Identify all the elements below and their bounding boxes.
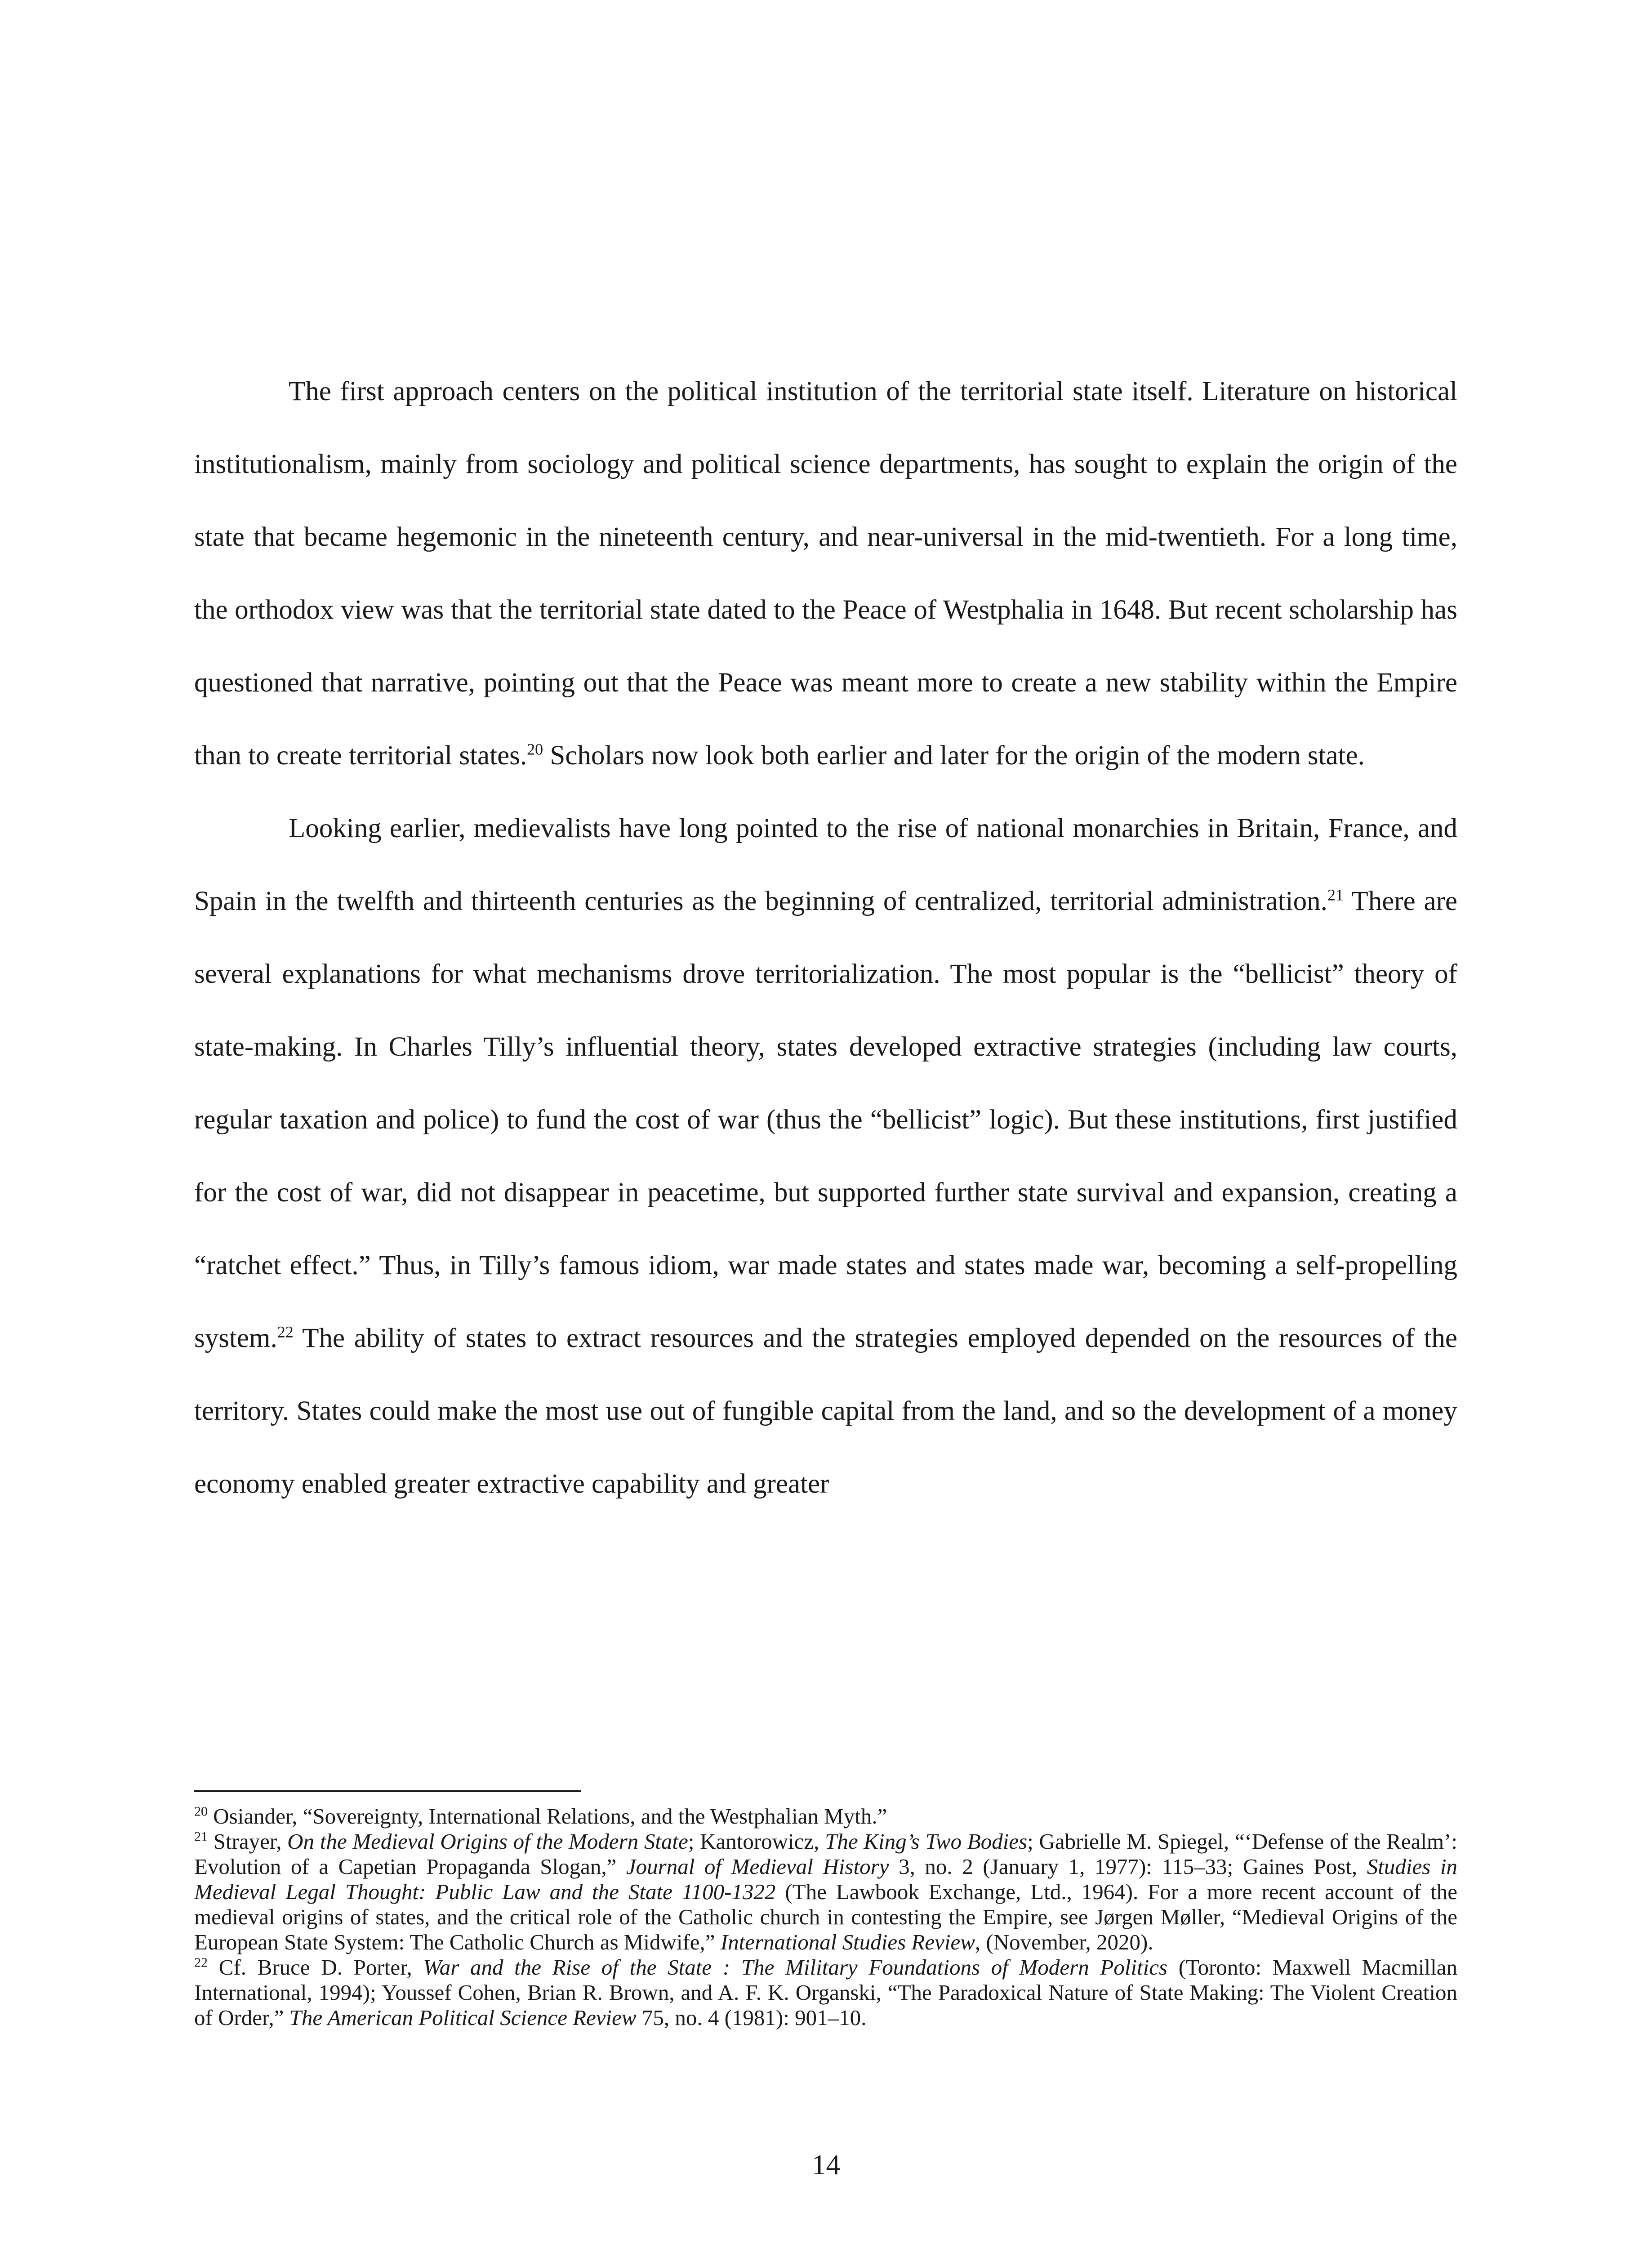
footnote-ref-20[interactable]: 20 <box>527 740 543 758</box>
footnote-title: The American Political Science Review <box>289 2005 637 2030</box>
footnote-separator <box>194 1790 581 1792</box>
paragraph-1-text-a: The first approach centers on the political institution of the territorial state itself. Literature on historical institutionalism, mainly from sociology and political science departments, has sought to explain the origin of the state that became hegemonic in the nineteenth century, and near-universal in the mid-twentieth. For a long time, the orthodox view was that the territorial state dated to the Peace of Westphalia in 1648. But recent scholarship has questioned that narrative, pointing out that the Peace was meant more to create a new stability within the Empire than to create territorial states. <box>194 376 1457 771</box>
footnote-text: (The Lawbook Exchange, Ltd., 1964). For a more recent account of the medieval origins of states, and the critical role of the Catholic church in contesting the Empire, see Jørgen Møller, “Medieval Origins of the European State System: The Catholic Church as Midwife,” <box>194 1879 1457 1954</box>
footnote-text: Strayer, <box>208 1829 288 1854</box>
footnote-title: The King’s Two Bodies <box>825 1829 1028 1854</box>
footnote-text: ; Kantorowicz, <box>688 1829 825 1854</box>
footnote-text: 75, no. 4 (1981): 901–10. <box>636 2005 867 2030</box>
footnote-title: Studies in Medieval Legal Thought: Public Law and the State 1100-1322 <box>194 1854 1458 1904</box>
footnote-title: On the Medieval Origins of the Modern State <box>287 1829 688 1854</box>
paragraph-1-text-b: Scholars now look both earlier and later for the origin of the modern state. <box>543 740 1365 771</box>
footnote-ref-21[interactable]: 21 <box>1327 886 1344 904</box>
footnotes <box>194 1804 1457 2030</box>
page-number: 14 <box>812 2149 840 2181</box>
paragraph-2 <box>194 792 1457 1521</box>
paragraph-2-text-b: There are several explanations for what mechanisms drove territorialization. The most popular is the “bellicist” theory of state-making. In Charles Tilly’s influential theory, states developed extractive strategies (including law courts, regular taxation and police) to fund the cost of war (thus the “bellicist” logic). But these institutions, first justified for the cost of war, did not disappear in peacetime, but supported further state survival and expansion, creating a “ratchet effect.” Thus, in Tilly’s famous idiom, war made states and states made war, becoming a self-propelling system. <box>194 886 1457 1353</box>
footnote-text: Cf. Bruce D. Porter, <box>208 1955 423 1980</box>
footnote-text: , (November, 2020). <box>975 1930 1153 1954</box>
footnote-number: 20 <box>194 1804 208 1819</box>
footnote-title: International Studies Review <box>720 1930 975 1954</box>
footnote-20 <box>194 1804 1457 1829</box>
footnote-title: Journal of Medieval History <box>626 1854 889 1879</box>
paragraph-1 <box>194 355 1457 792</box>
footnote-ref-22[interactable]: 22 <box>277 1323 294 1341</box>
footnote-text: Osiander, “Sovereignty, International Relations, and the Westphalian Myth.” <box>208 1804 887 1829</box>
paragraph-2-text-a: Looking earlier, medievalists have long pointed to the rise of national monarchies in Britain, France, and Spain in the twelfth and thirteenth centuries as the beginning of centralized, territorial administration. <box>194 813 1457 916</box>
paragraph-2-text-c: The ability of states to extract resources and the strategies employed depended on the resources of the territory. States could make the most use out of fungible capital from the land, and so the development of a money economy enabled greater extractive capability and greater <box>194 1323 1457 1499</box>
footnote-text: 3, no. 2 (January 1, 1977): 115–33; Gaines Post, <box>889 1854 1367 1879</box>
footnote-21 <box>194 1829 1457 1955</box>
footnote-number: 21 <box>194 1829 208 1844</box>
footnote-text: (Toronto: Maxwell Macmillan International, 1994); Youssef Cohen, Brian R. Brown, and A. F. K. Organski, “The Paradoxical Nature of State Making: The Violent Creation of Order,” <box>194 1955 1457 2030</box>
footnote-text: ; Gabrielle M. Spiegel, “‘Defense of the Realm’: Evolution of a Capetian Propaganda Slogan,” <box>194 1829 1457 1879</box>
body-text <box>194 355 1457 1521</box>
footnote-title: War and the Rise of the State : The Military Foundations of Modern Politics <box>423 1955 1168 1980</box>
footnote-number: 22 <box>194 1955 208 1970</box>
footnote-22 <box>194 1955 1457 2030</box>
